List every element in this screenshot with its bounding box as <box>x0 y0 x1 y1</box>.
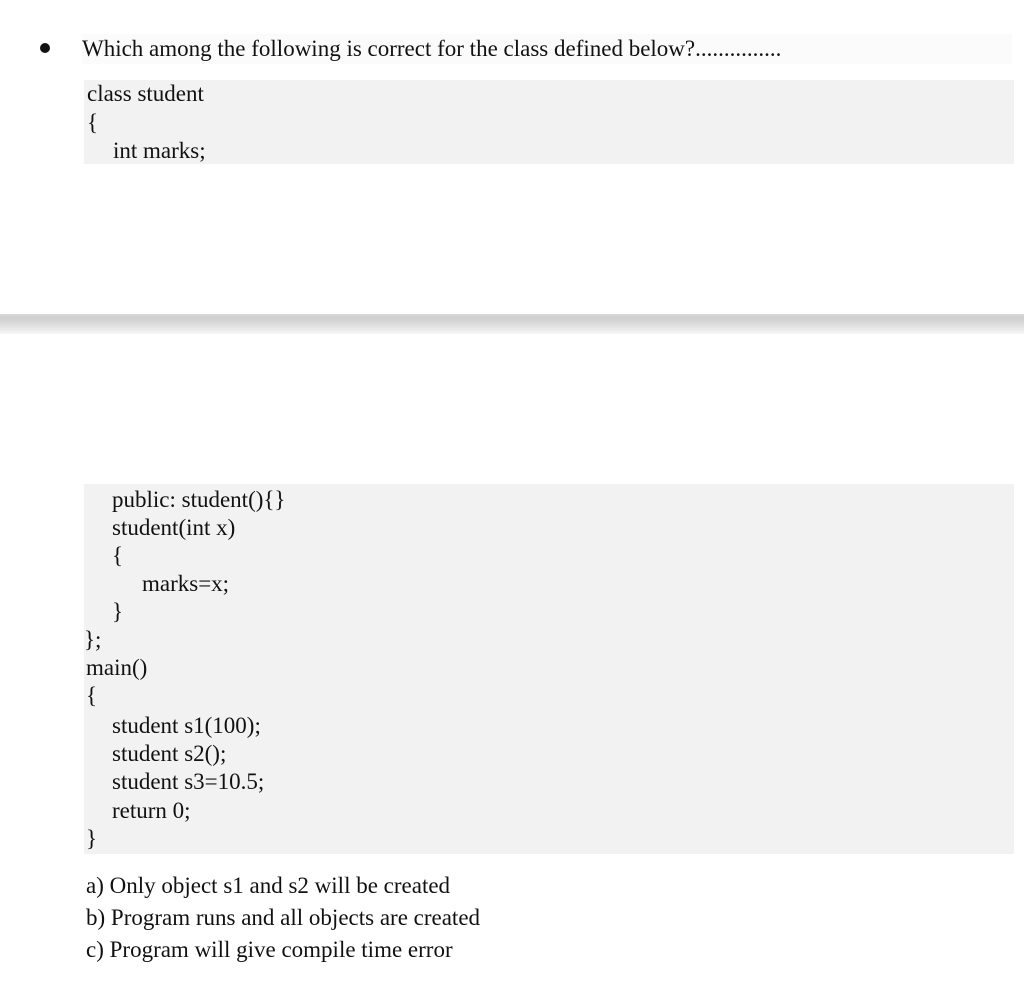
code-block-bottom <box>84 484 1014 854</box>
code-line: student s2(); <box>112 741 227 766</box>
code-line: return 0; <box>112 798 191 823</box>
code-line: public: student(){} <box>112 487 286 512</box>
code-line: { <box>112 543 124 568</box>
code-line: { <box>87 110 99 135</box>
option-c: c) Program will give compile time error <box>86 937 453 962</box>
answer-options <box>86 870 480 966</box>
code-line: student s3=10.5; <box>112 769 265 794</box>
code-line: } <box>112 599 124 624</box>
code-block-top <box>84 80 1014 164</box>
code-line: student(int x) <box>112 515 236 540</box>
code-line: int marks; <box>113 138 206 163</box>
bullet-icon <box>40 43 50 53</box>
code-line: student s1(100); <box>112 713 261 738</box>
option-b: b) Program runs and all objects are created <box>86 905 481 930</box>
code-line: } <box>86 826 98 851</box>
code-line: marks=x; <box>142 571 230 596</box>
option-a: a) Only object s1 and s2 will be created <box>86 873 451 898</box>
code-line: class student <box>87 81 204 106</box>
code-line: { <box>86 683 98 708</box>
page-break <box>0 314 1024 334</box>
code-line: }; <box>84 627 102 652</box>
code-line: main() <box>86 655 148 680</box>
question-text: Which among the following is correct for the class defined below?............... <box>82 34 1012 64</box>
